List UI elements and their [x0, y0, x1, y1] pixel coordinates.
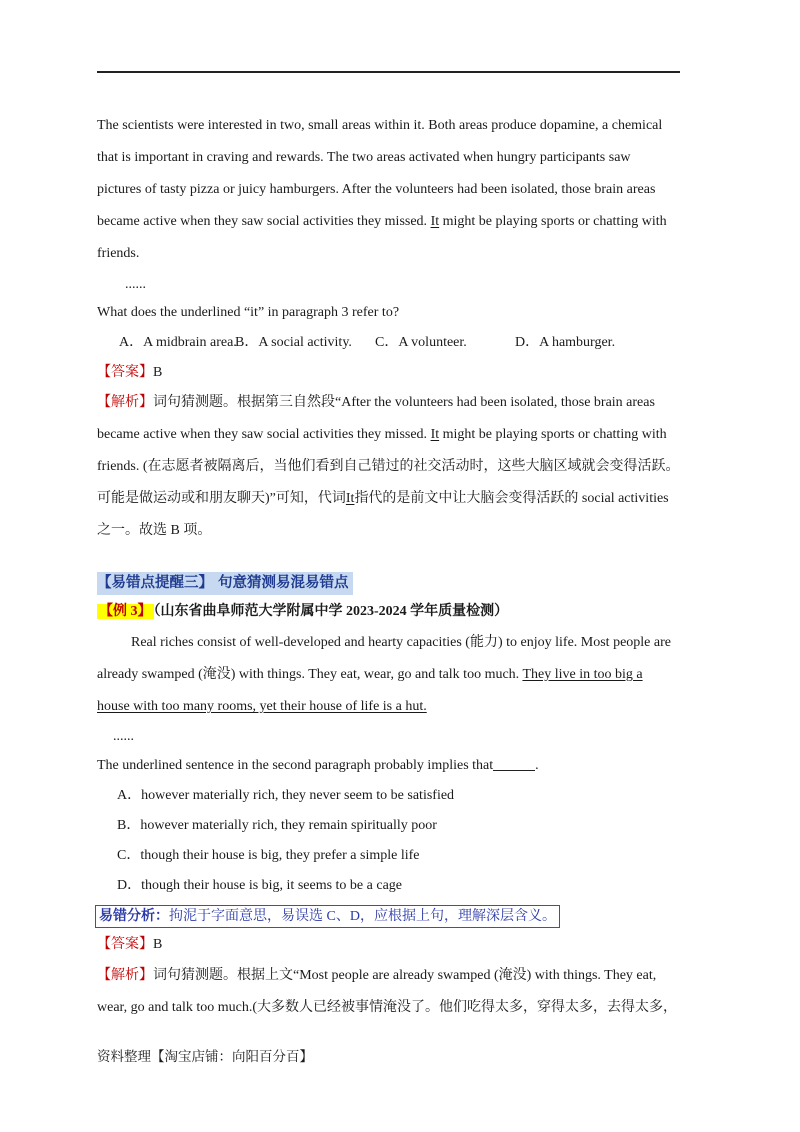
- option-c: C．though their house is big, they prefer a simple life: [117, 848, 420, 863]
- example-tag: 【例 3】: [99, 604, 152, 619]
- ellipsis: ......: [113, 729, 134, 744]
- example-source: （山东省曲阜师范大学附属中学 2023-2024 学年质量检测）: [153, 604, 509, 619]
- option-c: C．A volunteer.: [375, 335, 467, 350]
- analysis-line: [97, 966, 656, 986]
- passage-line: [97, 697, 427, 717]
- passage-line: [97, 212, 667, 232]
- analysis-label: 【解析】: [97, 968, 153, 983]
- option-d: D．A hamburger.: [515, 335, 616, 350]
- analysis-label: 【解析】: [97, 395, 153, 410]
- passage-text: might be playing sports or chatting with: [439, 214, 667, 229]
- section-heading: 【易错点提醒三】 句意猜测易混易错点: [97, 572, 353, 595]
- analysis-line: [97, 489, 669, 509]
- answer-label: 【答案】: [97, 365, 153, 380]
- answer-blank: [493, 756, 535, 771]
- analysis-text: 词句猜测题。根据上文“Most people are already swamped (淹没) with things. They eat,: [153, 968, 657, 983]
- option-b: B．however materially rich, they remain spiritually poor: [117, 818, 437, 833]
- analysis-text: 指代的是前文中让大脑会变得活跃的 social activities: [354, 491, 669, 506]
- analysis-text: might be playing sports or chatting with: [439, 427, 667, 442]
- underlined-it: It: [430, 427, 440, 442]
- answer-line: [97, 363, 162, 383]
- passage-text: became active when they saw social activities they missed.: [97, 214, 431, 229]
- passage-text: already swamped (淹没) with things. They eat, wear, go and talk too much.: [97, 667, 523, 682]
- analysis-text: 可能是做运动或和朋友聊天)”可知，代词: [97, 491, 346, 506]
- answer-value: B: [153, 365, 163, 380]
- underlined-it: It: [430, 214, 440, 229]
- question-text: [97, 756, 539, 776]
- question-text-main: The underlined sentence in the second paragraph probably implies that: [97, 758, 494, 773]
- answer-value: B: [153, 937, 163, 952]
- example-heading: [97, 601, 508, 623]
- analysis-line: 之一。故选 B 项。: [97, 523, 212, 538]
- error-analysis-text: 拘泥于字面意思，易误选 C、D，应根据上句，理解深层含义。: [169, 909, 556, 924]
- option-b: B．A social activity.: [235, 335, 352, 350]
- question-period: .: [535, 758, 539, 773]
- analysis-line: [97, 425, 667, 445]
- question-text: What does the underlined “it” in paragraph 3 refer to?: [97, 305, 400, 320]
- passage-line: Real riches consist of well-developed and hearty capacities (能力) to enjoy life. Most people are: [131, 635, 671, 650]
- option-a: A．A midbrain area.: [119, 335, 237, 350]
- passage-line: that is important in craving and rewards. The two areas activated when hungry participants saw: [97, 150, 631, 165]
- analysis-line: wear, go and talk too much.(大多数人已经被事情淹没了。他们吃得太多，穿得太多，去得太多，: [97, 1000, 678, 1015]
- passage-line: friends.: [97, 246, 140, 261]
- ellipsis: ......: [125, 277, 146, 292]
- answer-label: 【答案】: [97, 937, 153, 952]
- analysis-text: became active when they saw social activities they missed.: [97, 427, 431, 442]
- option-d: D．though their house is big, it seems to be a cage: [117, 878, 402, 893]
- passage-line: [97, 665, 643, 685]
- analysis-line: [97, 393, 655, 413]
- underlined-sentence: They live in too big a: [522, 667, 643, 682]
- passage-line: pictures of tasty pizza or juicy hamburgers. After the volunteers had been isolated, those brain areas: [97, 182, 656, 197]
- header-rule: [97, 71, 680, 73]
- analysis-line: friends. (在志愿者被隔离后，当他们看到自己错过的社交活动时，这些大脑区域就会变得活跃。: [97, 459, 680, 474]
- underlined-sentence: house with too many rooms, yet their house of life is a hut.: [97, 699, 427, 714]
- underlined-it: It: [345, 491, 355, 506]
- error-analysis-label: 易错分析：: [99, 909, 169, 924]
- option-a: A．however materially rich, they never seem to be satisfied: [117, 788, 455, 803]
- passage-line: The scientists were interested in two, small areas within it. Both areas produce dopamine, a chemical: [97, 118, 663, 133]
- footer-credit: 资料整理【淘宝店铺：向阳百分百】: [97, 1049, 313, 1064]
- answer-line: [97, 935, 162, 955]
- analysis-text: 词句猜测题。根据第三自然段“After the volunteers had been isolated, those brain areas: [153, 395, 655, 410]
- error-analysis-box: [95, 905, 560, 928]
